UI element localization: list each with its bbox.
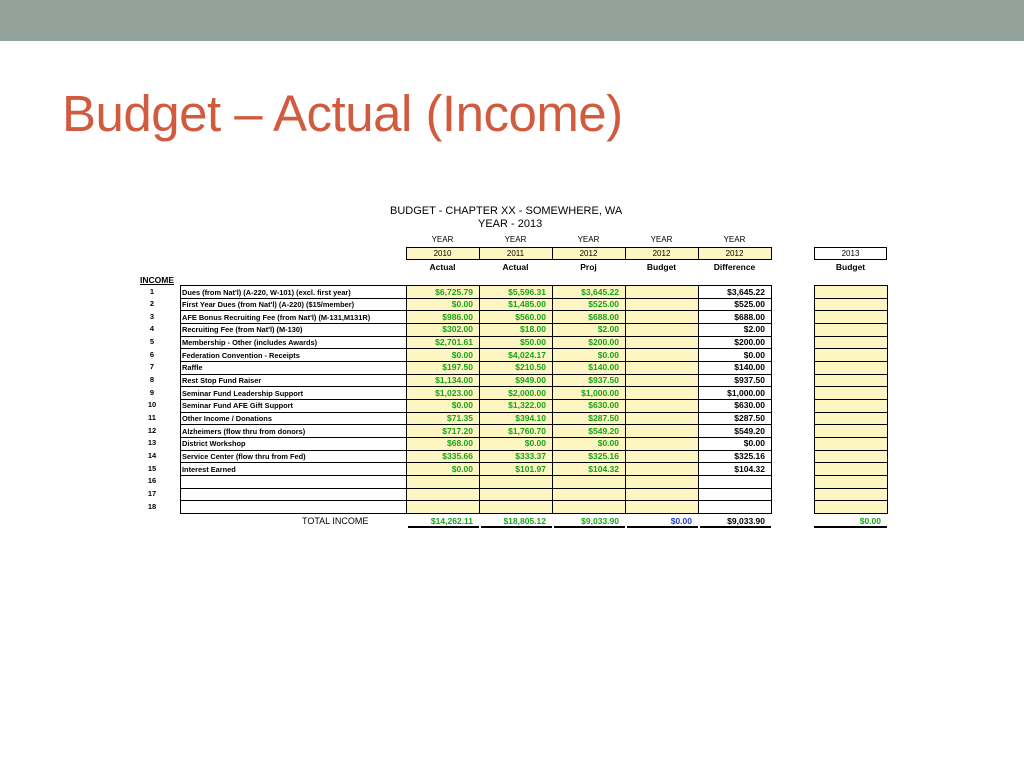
year-value: 2010 [433,249,452,258]
cell-value: $394.10 [515,413,546,424]
cell-value: $949.00 [515,375,546,386]
row-label: Recruiting Fee (from Nat'l) (M-130) [182,325,303,335]
cell-value: $101.97 [515,463,546,474]
value-cell[interactable] [625,488,699,502]
total-value: $14,262.11 [430,515,473,526]
value-cell[interactable] [625,450,699,464]
budget-2013-cell[interactable] [814,500,888,514]
value-cell [479,475,553,489]
value-cell[interactable] [625,462,699,476]
column-header: Actual [502,262,529,272]
total-underline [700,526,771,528]
cell-value: $197.50 [442,362,473,373]
cell-value: $50.00 [520,337,546,348]
row-label: Alzheimers (flow thru from donors) [182,426,306,436]
cell-value: $2.00 [597,324,619,335]
budget-2013-cell[interactable] [814,462,888,476]
value-cell[interactable] [625,323,699,337]
value-cell[interactable] [625,298,699,312]
cell-value: $1,023.00 [435,387,473,398]
value-cell [479,500,553,514]
row-label-cell [180,361,407,375]
row-number: 6 [149,349,155,359]
row-number: 8 [149,375,155,385]
total-value-2013: $0.00 [859,515,881,526]
value-cell[interactable] [625,336,699,350]
row-number: 13 [147,438,157,448]
sheet-title: BUDGET - CHAPTER XX - SOMEWHERE, WA [390,205,623,217]
row-label: Rest Stop Fund Raiser [182,376,262,386]
row-label: Interest Earned [182,464,236,474]
year-value: 2011 [506,249,525,258]
cell-value: $0.00 [451,400,473,411]
row-number: 3 [149,311,155,321]
row-number: 5 [149,337,155,347]
cell-value: $333.37 [515,451,546,462]
row-label: Raffle [182,363,203,373]
budget-2013-cell[interactable] [814,488,888,502]
value-cell[interactable] [625,386,699,400]
budget-2013-cell[interactable] [814,336,888,350]
cell-value: $2,000.00 [508,387,546,398]
cell-value: $3,645.22 [727,286,765,297]
row-number: 9 [149,387,155,397]
cell-value: $335.66 [442,451,473,462]
year-label: YEAR [504,235,527,244]
cell-value: $6,725.79 [435,286,473,297]
cell-value: $200.00 [588,337,619,348]
total-underline [627,526,698,528]
year-label: YEAR [577,235,600,244]
budget-2013-cell[interactable] [814,386,888,400]
row-label: Federation Convention - Receipts [182,350,300,360]
value-cell [406,500,480,514]
cell-value: $1,485.00 [508,299,546,310]
cell-value: $18.00 [520,324,546,335]
cell-value: $0.00 [451,463,473,474]
cell-value: $287.50 [734,413,765,424]
row-label: AFE Bonus Recruiting Fee (from Nat'l) (M-131,M131R) [182,312,371,322]
cell-value: $1,760.70 [508,425,546,436]
value-cell[interactable] [625,285,699,299]
cell-value: $287.50 [588,413,619,424]
row-number: 12 [147,425,157,435]
column-header: Proj [580,262,597,272]
total-value: $9,033.90 [727,515,765,526]
total-value: $18,805.12 [503,515,546,526]
row-label-cell [180,475,407,489]
row-label: Seminar Fund AFE Gift Support [182,401,293,411]
row-label: District Workshop [182,439,246,449]
value-cell [406,488,480,502]
total-label: TOTAL INCOME [302,515,369,526]
cell-value: $4,024.17 [508,349,546,360]
cell-value: $302.00 [442,324,473,335]
cell-value: $2,701.61 [435,337,473,348]
cell-value: $630.00 [734,400,765,411]
row-number: 4 [149,324,155,334]
cell-value: $68.00 [447,438,473,449]
value-cell[interactable] [625,310,699,324]
cell-value: $688.00 [588,311,619,322]
value-cell [552,500,626,514]
row-number: 7 [149,362,155,372]
row-label-cell [180,488,407,502]
budget-2013-cell[interactable] [814,424,888,438]
year-label: YEAR [650,235,673,244]
budget-2013-cell[interactable] [814,348,888,362]
value-cell [552,475,626,489]
cell-value: $688.00 [734,311,765,322]
budget-2013-cell[interactable] [814,399,888,413]
budget-2013-cell[interactable] [814,361,888,375]
value-cell[interactable] [625,412,699,426]
cell-value: $1,134.00 [435,375,473,386]
cell-value: $0.00 [597,438,619,449]
cell-value: $549.20 [734,425,765,436]
cell-value: $937.50 [734,375,765,386]
row-label: Dues (from Nat'l) (A-220, W-101) (excl. first year) [182,287,351,297]
budget-2013-cell[interactable] [814,323,888,337]
total-underline-2013 [814,526,887,528]
budget-2013-cell[interactable] [814,475,888,489]
slide-title: Budget – Actual (Income) [62,85,623,142]
cell-value: $937.50 [588,375,619,386]
value-cell[interactable] [625,374,699,388]
row-number: 18 [147,501,157,511]
budget-2013-cell[interactable] [814,374,888,388]
cell-value: $986.00 [442,311,473,322]
value-cell [479,488,553,502]
value-cell[interactable] [625,500,699,514]
row-number: 2 [149,299,155,309]
value-cell [406,475,480,489]
value-cell[interactable] [625,424,699,438]
cell-value: $0.00 [743,438,765,449]
total-value: $9,033.90 [581,515,619,526]
cell-value: $210.50 [515,362,546,373]
row-label: Seminar Fund Leadership Support [182,388,304,398]
cell-value: $1,322.00 [508,400,546,411]
value-cell [698,475,772,489]
cell-value: $630.00 [588,400,619,411]
cell-value: $560.00 [515,311,546,322]
cell-value: $2.00 [743,324,765,335]
row-label-cell [180,500,407,514]
value-cell [698,500,772,514]
cell-value: $525.00 [588,299,619,310]
row-label: First Year Dues (from Nat'l) (A-220) ($15/member) [182,300,355,310]
row-label: Service Center (flow thru from Fed) [182,452,306,462]
year-value: 2012 [579,249,598,258]
cell-value: $200.00 [734,337,765,348]
total-value: $0.00 [670,515,692,526]
value-cell[interactable] [625,361,699,375]
cell-value: $140.00 [588,362,619,373]
column-header: Actual [429,262,456,272]
year-label: YEAR [723,235,746,244]
value-cell[interactable] [625,437,699,451]
year-value-2013: 2013 [841,249,860,258]
budget-2013-cell[interactable] [814,437,888,451]
cell-value: $3,645.22 [581,286,619,297]
column-header-2013: Budget [835,262,866,272]
cell-value: $140.00 [734,362,765,373]
cell-value: $5,596.31 [508,286,546,297]
cell-value: $325.16 [588,451,619,462]
column-header: Budget [646,262,677,272]
cell-value: $104.32 [734,463,765,474]
value-cell [552,488,626,502]
value-cell[interactable] [625,399,699,413]
column-header: Difference [713,262,756,272]
cell-value: $0.00 [451,349,473,360]
cell-value: $1,000.00 [581,387,619,398]
year-label: YEAR [431,235,454,244]
total-underline [408,526,479,528]
budget-2013-cell[interactable] [814,298,888,312]
sheet-subtitle: YEAR - 2013 [478,218,543,230]
value-cell [698,488,772,502]
cell-value: $717.20 [442,425,473,436]
value-cell[interactable] [625,348,699,362]
year-value: 2012 [652,249,671,258]
row-label: Membership - Other (includes Awards) [182,338,318,348]
cell-value: $0.00 [597,349,619,360]
budget-2013-cell[interactable] [814,450,888,464]
cell-value: $0.00 [524,438,546,449]
cell-value: $525.00 [734,299,765,310]
row-number: 14 [147,451,157,461]
cell-value: $0.00 [743,349,765,360]
row-label: Other Income / Donations [182,414,272,424]
row-number: 10 [147,400,157,410]
cell-value: $0.00 [451,299,473,310]
cell-value: $71.35 [447,413,473,424]
budget-2013-cell[interactable] [814,412,888,426]
row-number: 11 [148,413,156,423]
cell-value: $325.16 [734,451,765,462]
row-number: 15 [147,463,157,473]
cell-value: $104.32 [588,463,619,474]
row-number: 16 [147,476,157,486]
row-number: 17 [147,489,157,499]
cell-value: $1,000.00 [727,387,765,398]
total-underline [554,526,625,528]
cell-value: $549.20 [588,425,619,436]
section-label-income: INCOME [140,275,174,285]
budget-2013-cell[interactable] [814,285,888,299]
row-number: 1 [149,286,155,296]
budget-2013-cell[interactable] [814,310,888,324]
year-value: 2012 [725,249,744,258]
total-underline [481,526,552,528]
value-cell[interactable] [625,475,699,489]
